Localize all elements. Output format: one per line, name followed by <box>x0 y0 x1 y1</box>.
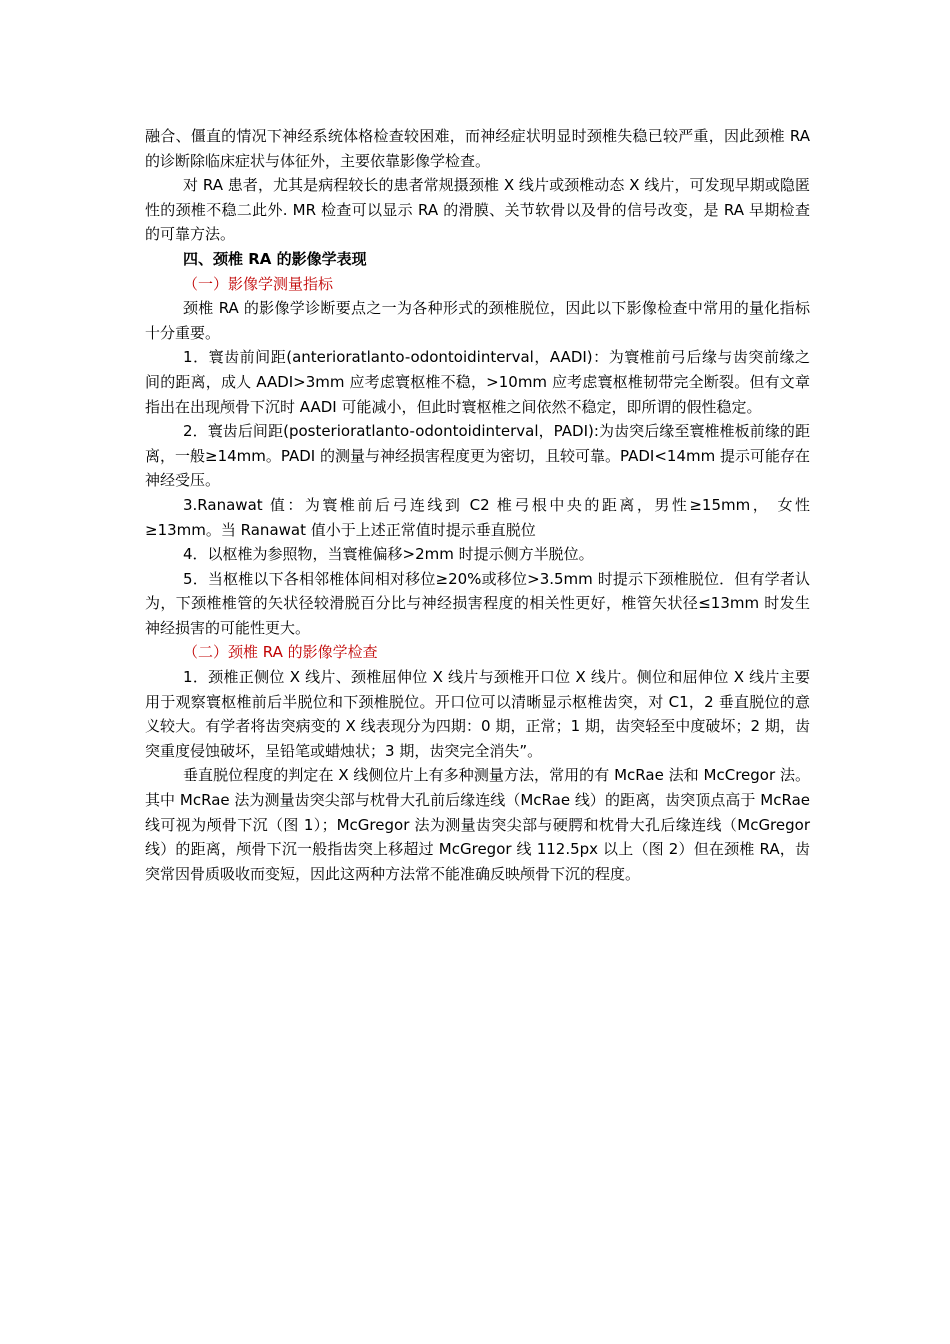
paragraph-lower-cervical: 5．当枢椎以下各相邻椎体间相对移位≥20%或移位>3.5mm 时提示下颈椎脱位．但有学者认为，下颈椎椎管的矢状径较滑脱百分比与神经损害程度的相关性更好，椎管矢状径≤13mm 时发生神经损害的可能性更大。 <box>145 569 810 637</box>
subsection-heading-measurements: （一）影像学测量指标 <box>183 274 334 293</box>
paragraph-xray-views: 1．颈椎正侧位 X 线片、颈椎屈伸位 X 线片与颈椎开口位 X 线片。侧位和屈伸位 X 线片主要用于观察寰枢椎前后半脱位和下颈椎脱位。开口位可以清晰显示枢椎齿突，对 C1，2 垂直脱位的意义较大。有学者将齿突病变的 X 线表现分为四期：0 期，正常；1 期，齿突轻至中度破坏；2 期，齿突重度侵蚀破坏，呈铅笔或蜡烛状；3 期，齿突完全消失”。 <box>145 668 810 760</box>
paragraph-ra-xray: 对 RA 患者，尤其是病程较长的患者常规摄颈椎 X 线片或颈椎动态 X 线片，可发现早期或隐匿性的颈椎不稳二此外. MR 检查可以显示 RA 的滑膜、关节软骨以及骨的信号改变，是 RA 早期检查的可靠方法。 <box>145 176 810 244</box>
paragraph-measurement-intro: 颈椎 RA 的影像学诊断要点之一为各种形式的颈椎脱位，因此以下影像检查中常用的量化指标十分重要。 <box>145 299 810 342</box>
paragraph-ranawat: 3.Ranawat 值：为寰椎前后弓连线到 C2 椎弓根中央的距离，男性≥15mm， 女性≥13mm。当 Ranawat 值小于上述正常值时提示垂直脱位 <box>145 495 810 539</box>
subsection-heading-examination: （二）颈椎 RA 的影像学检查 <box>183 643 378 662</box>
section-heading-imaging: 四、颈椎 RA 的影像学表现 <box>183 249 367 268</box>
paragraph-aadi: 1．寰齿前间距(anterioratlanto-odontoidinterval，AADI)：为寰椎前弓后缘与齿突前缘之间的距离，成人 AADI>3mm 应考虑寰枢椎不稳，>10mm 应考虑寰枢椎韧带完全断裂。但有文章指出在出现颅骨下沉时 AADI 可能减小，但此时寰枢椎之间依然不稳定，即所谓的假性稳定。 <box>145 348 810 416</box>
paragraph-lateral-subluxation: 4．以枢椎为参照物，当寰椎偏移>2mm 时提示侧方半脱位。 <box>183 545 594 564</box>
document-body <box>145 124 810 886</box>
paragraph-padi: 2．寰齿后间距(posterioratlanto-odontoidinterval，PADI):为齿突后缘至寰椎椎板前缘的距离，一般≥14mm。PADI 的测量与神经损害程度更为密切，且较可靠。PADI<14mm 提示可能存在神经受压。 <box>145 422 810 490</box>
paragraph-vertical-dislocation: 垂直脱位程度的判定在 X 线侧位片上有多种测量方法，常用的有 McRae 法和 McCregor 法。其中 McRae 法为测量齿突尖部与枕骨大孔前后缘连线（McRae 线）的距离，齿突顶点高于 McRae 线可视为颅骨下沉（图 1）；McGregor 法为测量齿突尖部与硬腭和枕骨大孔后缘连线（McGregor 线）的距离，颅骨下沉一般指齿突上移超过 McGregor 线 112.5px 以上（图 2）但在颈椎 RA，齿突常因骨质吸收而变短，因此这两种方法常不能准确反映颅骨下沉的程度。 <box>145 766 810 883</box>
paragraph-intro-continuation: 融合、僵直的情况下神经系统体格检查较困难，而神经症状明显时颈椎失稳已较严重，因此颈椎 RA 的诊断除临床症状与体征外，主要依靠影像学检查。 <box>145 127 810 170</box>
